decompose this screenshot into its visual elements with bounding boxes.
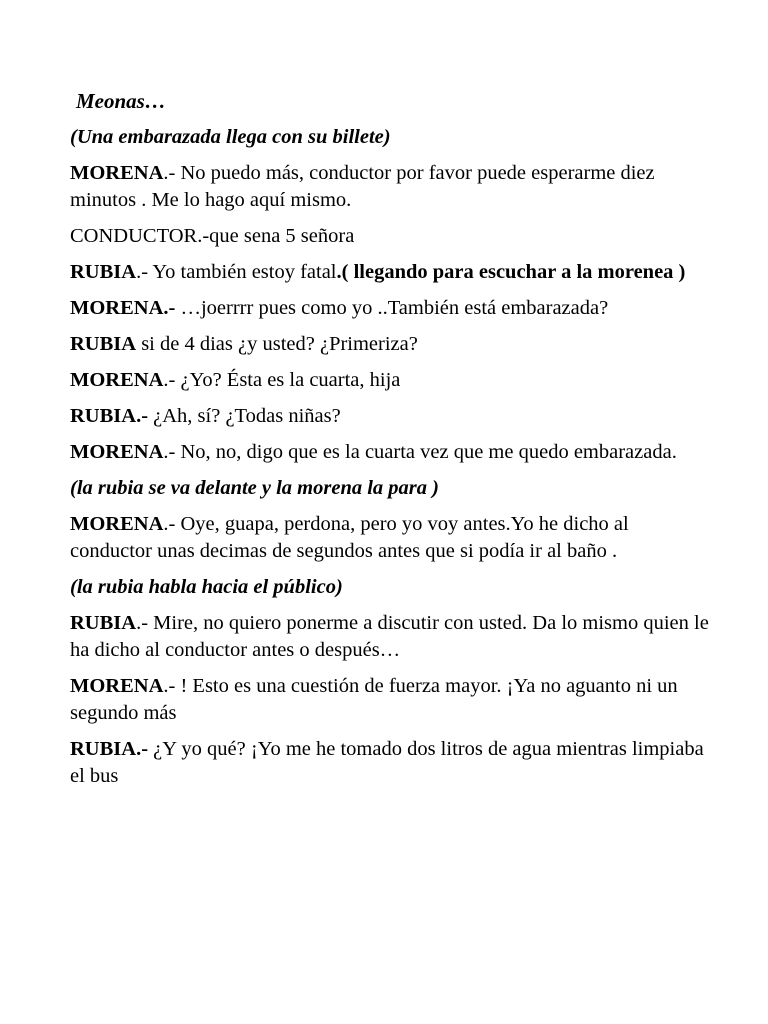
- dialogue-text: ¿Y yo qué? ¡Yo me he tomado dos litros de agua mientras limpiaba el bus: [70, 738, 704, 787]
- speaker-name: MORENA: [70, 162, 164, 184]
- dialogue-line: CONDUCTOR.-que sena 5 señora: [70, 225, 355, 247]
- dialogue-text: ¿Ah, sí? ¿Todas niñas?: [153, 405, 341, 427]
- speaker-separator: .-: [163, 162, 181, 184]
- dialogue-line: [70, 403, 710, 430]
- dialogue-text: Mire, no quiero ponerme a discutir con usted. Da lo mismo quien le ha dicho al conductor antes o después…: [70, 612, 709, 661]
- dialogue-text: Oye, guapa, perdona, pero yo voy antes.Yo he dicho al conductor unas decimas de segundos antes que si podía ir al baño .: [70, 513, 629, 562]
- speaker-name: RUBIA: [70, 261, 137, 283]
- dialogue-line: [70, 331, 710, 358]
- document-title: Meonas…: [76, 89, 166, 113]
- speaker-name: RUBIA: [70, 333, 137, 355]
- inline-stage-direction: .( llegando para escuchar a la morenea ): [336, 261, 686, 283]
- speaker-separator: .-: [163, 675, 181, 697]
- speaker-name: RUBIA: [70, 612, 137, 634]
- speaker-separator: .-: [163, 441, 181, 463]
- speaker-separator: .-: [136, 261, 153, 283]
- dialogue-text: si de 4 dias ¿y usted? ¿Primeriza?: [141, 333, 418, 355]
- dialogue-line: [70, 736, 710, 790]
- dialogue-text: ! Esto es una cuestión de fuerza mayor. ¡Ya no aguanto ni un segundo más: [70, 675, 678, 724]
- dialogue-text: …joerrrr pues como yo ..También está embarazada?: [180, 297, 609, 319]
- dialogue-line: [70, 511, 710, 565]
- dialogue-line: [70, 160, 710, 214]
- dialogue-text: No puedo más, conductor por favor puede esperarme diez minutos . Me lo hago aquí mismo.: [70, 162, 655, 211]
- dialogue-line: [70, 367, 710, 394]
- speaker-name: MORENA: [70, 369, 164, 391]
- stage-direction: (la rubia se va delante y la morena la para ): [70, 477, 439, 499]
- stage-direction: (Una embarazada llega con su billete): [70, 126, 391, 148]
- dialogue-line: [70, 439, 710, 466]
- dialogue-text: ¿Yo? Ésta es la cuarta, hija: [180, 369, 401, 391]
- speaker-separator: .-: [136, 612, 154, 634]
- dialogue-line: [70, 673, 710, 727]
- dialogue-line: [70, 259, 710, 286]
- speaker-name: MORENA: [70, 513, 164, 535]
- dialogue-line: [70, 610, 710, 664]
- dialogue-line: [70, 295, 710, 322]
- speaker-name: MORENA.-: [70, 297, 176, 319]
- document-body: [70, 88, 710, 799]
- speaker-name: MORENA: [70, 675, 164, 697]
- speaker-name: RUBIA.-: [70, 738, 149, 760]
- dialogue-text: No, no, digo que es la cuarta vez que me quedo embarazada.: [180, 441, 677, 463]
- speaker-separator: .-: [163, 369, 181, 391]
- stage-direction: (la rubia habla hacia el público): [70, 576, 343, 598]
- speaker-name: RUBIA.-: [70, 405, 149, 427]
- dialogue-text: Yo también estoy fatal: [152, 261, 337, 283]
- speaker-separator: .-: [163, 513, 181, 535]
- speaker-name: MORENA: [70, 441, 164, 463]
